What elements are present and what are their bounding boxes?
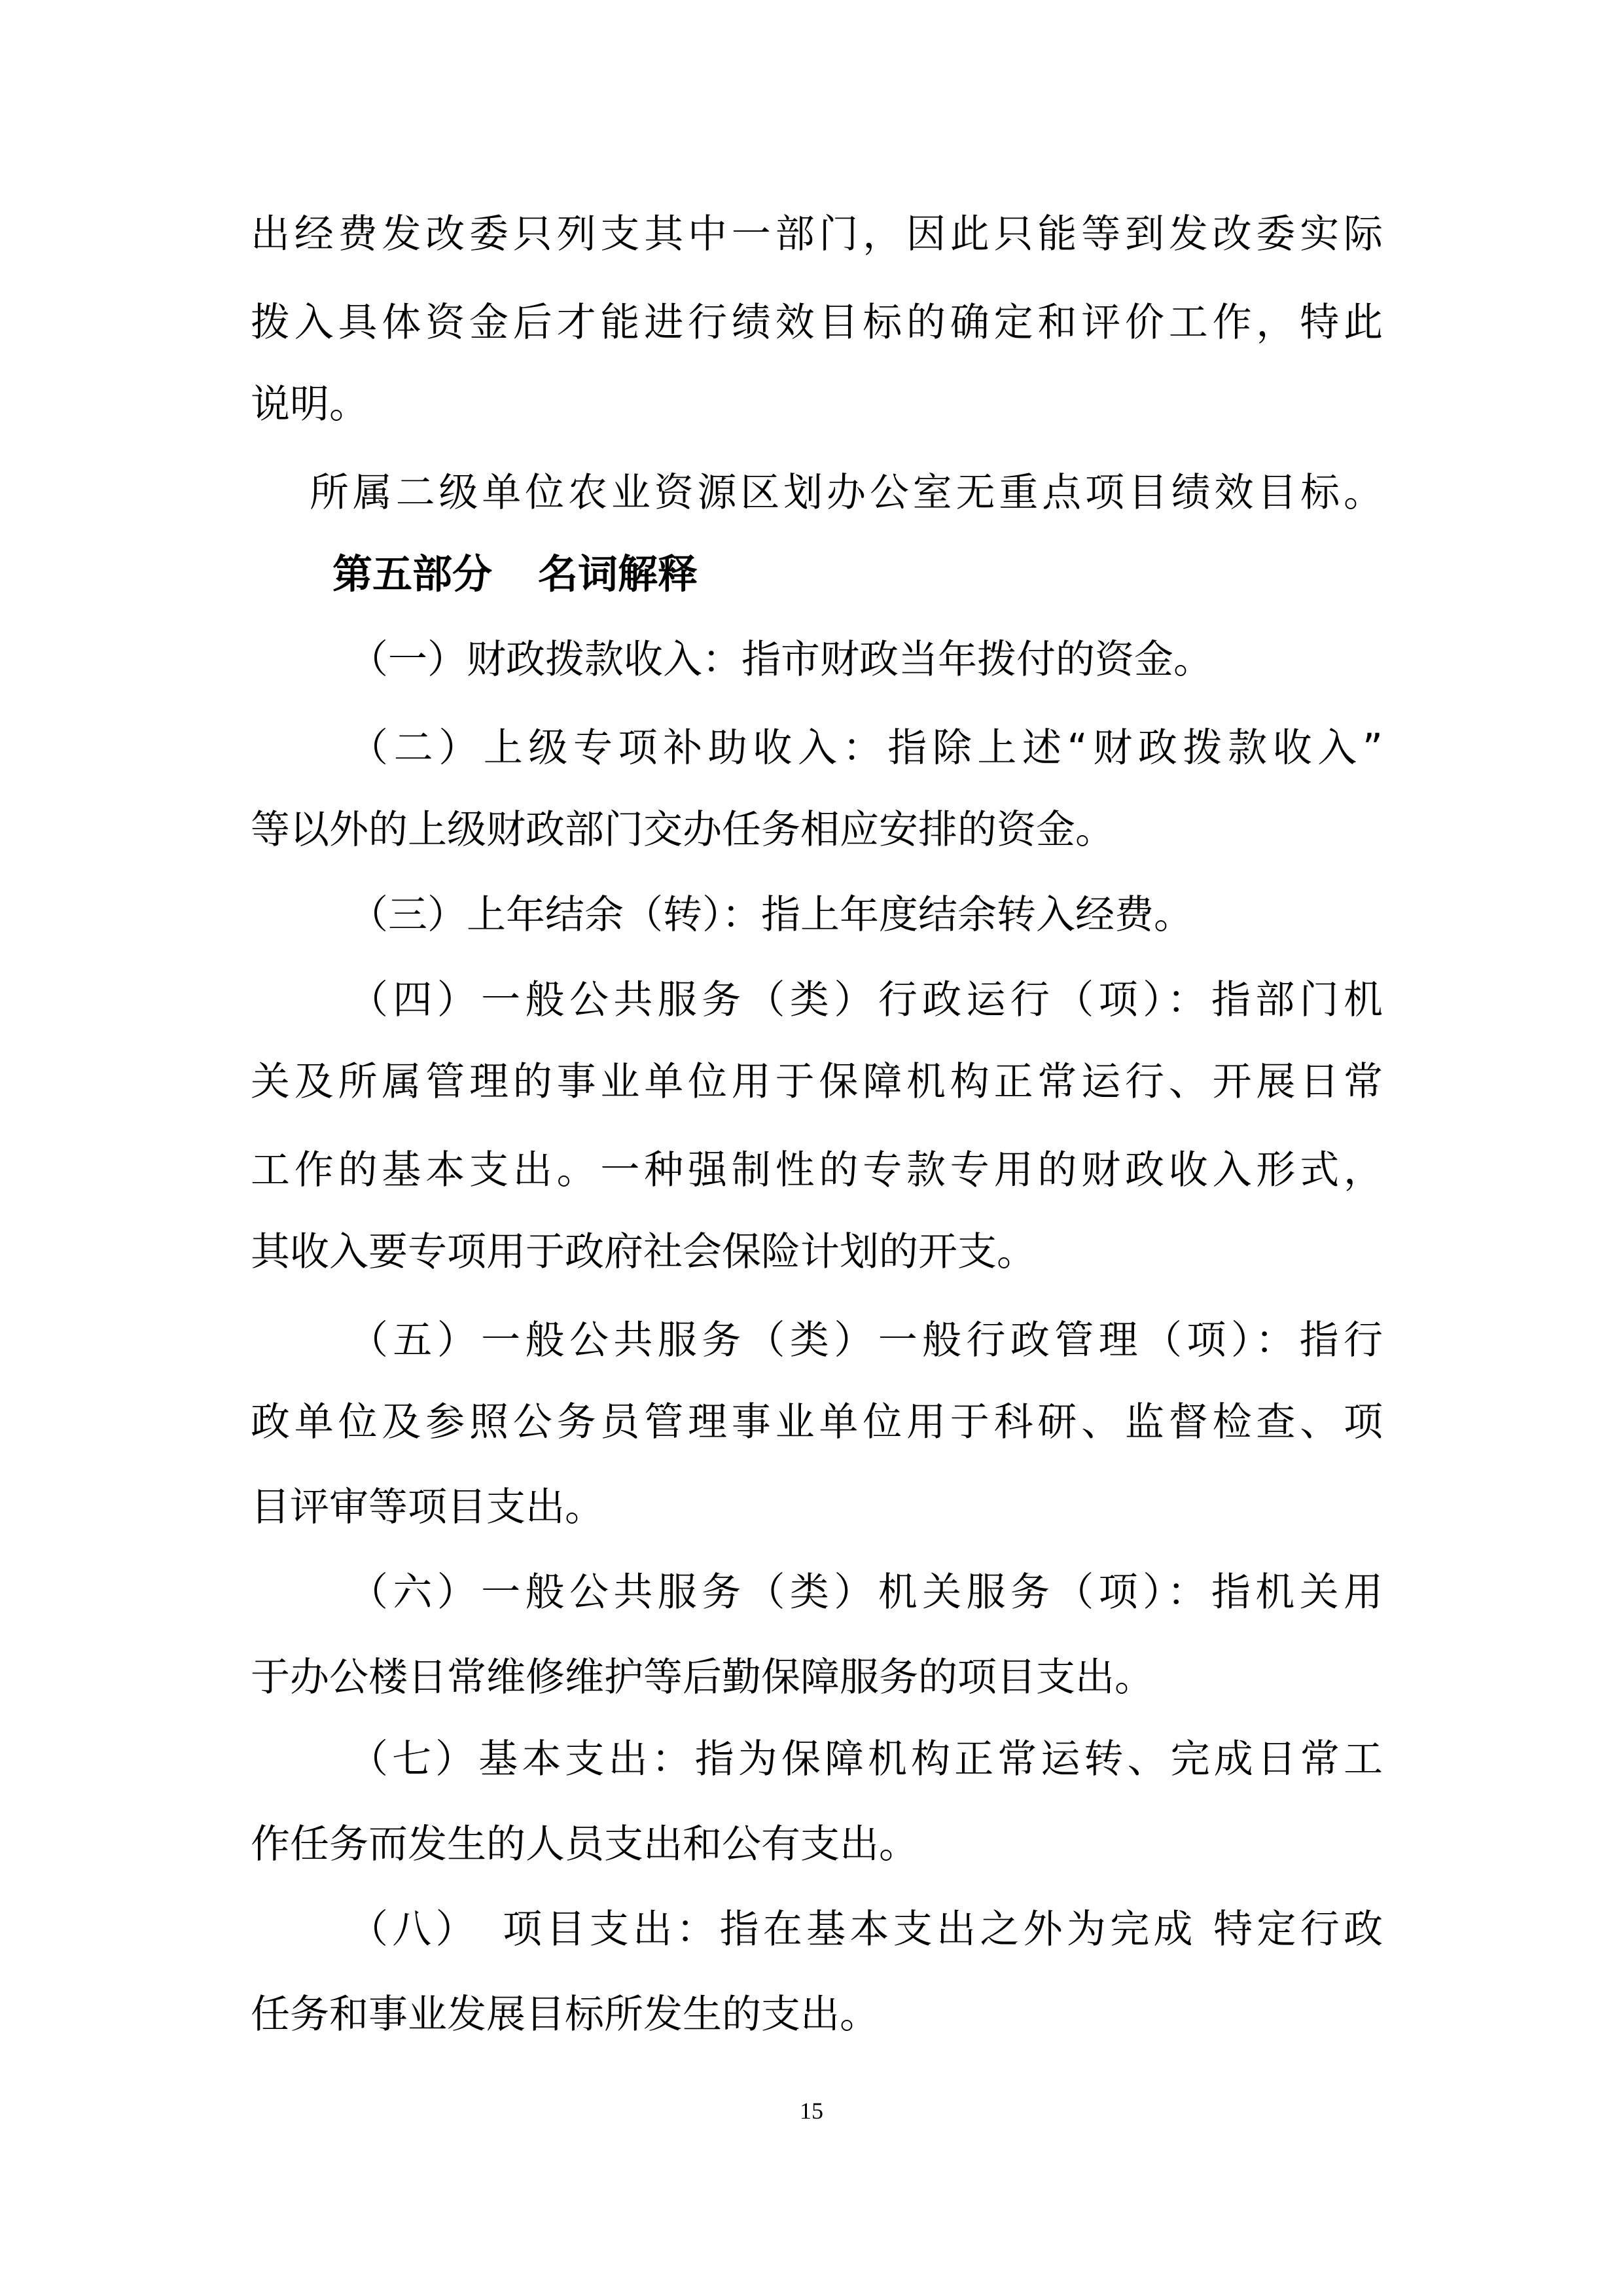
definition-line: 作任务而发生的人员支出和公有支出。 [251,1821,918,1867]
section-heading-part: 第五部分 [332,551,493,598]
section-heading [332,539,1118,611]
definition-line: 工作的基本支出。一种强制性的专款专用的财政收入形式， [251,1147,1383,1193]
section-heading-title: 名词解释 [538,551,698,598]
definition-line: （三）上年结余（转）：指上年度结余转入经费。 [349,892,1193,938]
definition-line: 目评审等项目支出。 [251,1484,604,1530]
definition-line: （二）上级专项补助收入：指除上述“财政拨款收入” [349,725,1383,771]
definition-line: 其收入要专项用于政府社会保险计划的开支。 [251,1229,1036,1275]
page-number: 15 [800,2098,823,2124]
definition-line: 关及所属管理的事业单位用于保障机构正常运行、开展日常 [251,1059,1383,1105]
definition-line: 等以外的上级财政部门交办任务相应安排的资金。 [251,807,1115,853]
definition-line: （六）一般公共服务（类）机关服务（项）：指机关用 [349,1570,1383,1615]
definition-line: （一）财政拨款收入：指市财政当年拨付的资金。 [349,637,1213,683]
paragraph-line: 拨入具体资金后才能进行绩效目标的确定和评价工作，特此 [251,300,1383,346]
paragraph-line: 所属二级单位农业资源区划办公室无重点项目绩效目标。 [310,470,1383,516]
definition-line: （四）一般公共服务（类）行政运行（项）：指部门机 [349,977,1383,1023]
definition-line: 任务和事业发展目标所发生的支出。 [251,1992,879,2037]
definition-line: （七）基本支出：指为保障机构正常运转、完成日常工 [349,1736,1383,1782]
definition-line: 政单位及参照公务员管理事业单位用于科研、监督检查、项 [251,1399,1383,1445]
paragraph-line: 出经费发改委只列支其中一部门，因此只能等到发改委实际 [251,211,1383,257]
definition-line: （五）一般公共服务（类）一般行政管理（项）：指行 [349,1318,1383,1363]
definition-line: 于办公楼日常维修维护等后勤保障服务的项目支出。 [251,1655,1154,1700]
paragraph-line: 说明。 [251,382,368,427]
definition-line: （八） 项目支出：指在基本支出之外为完成 特定行政 [349,1907,1383,1952]
